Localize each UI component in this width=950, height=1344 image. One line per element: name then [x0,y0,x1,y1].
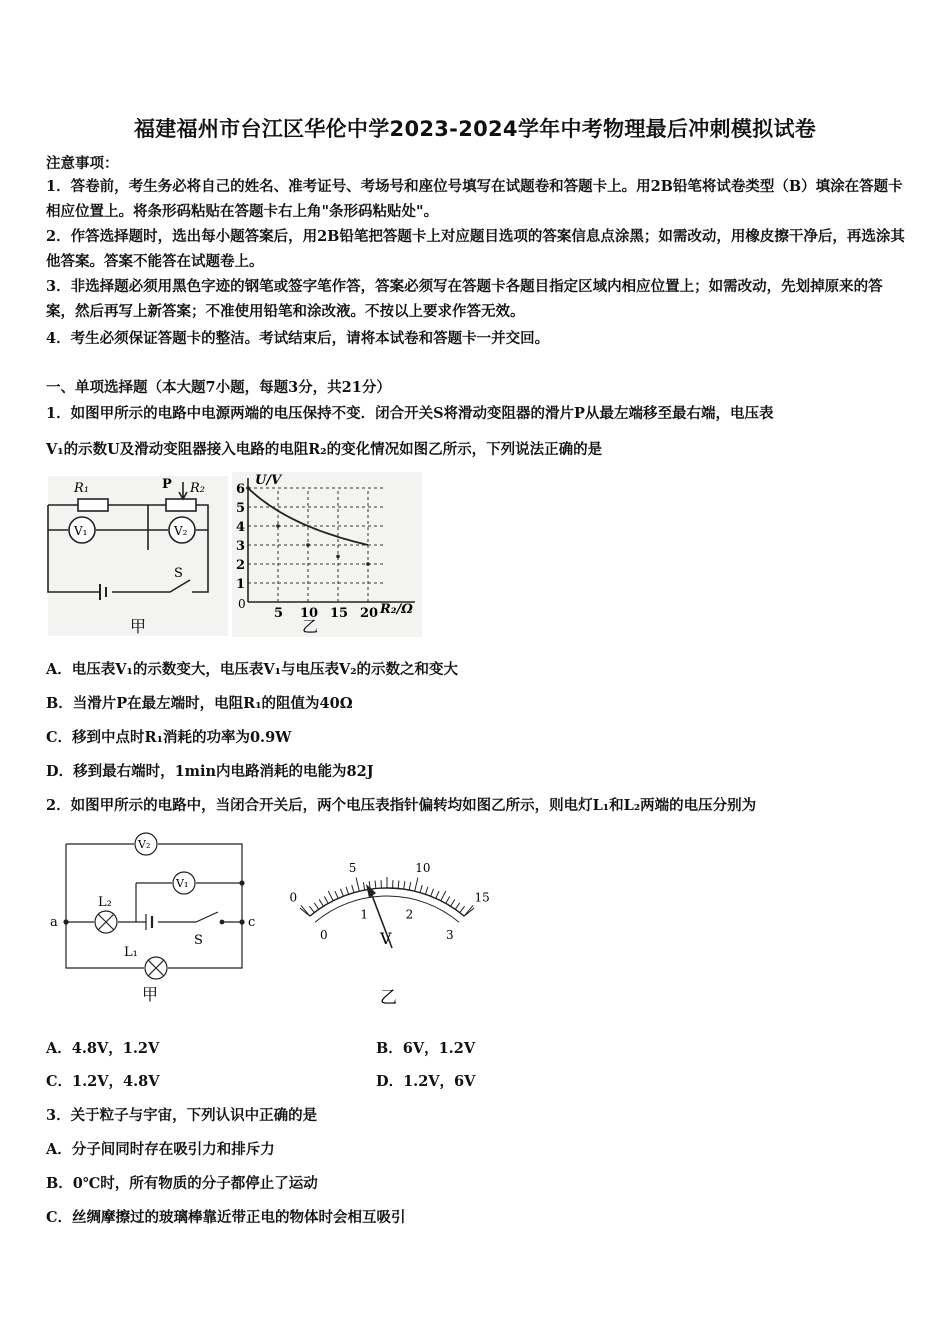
q1-ylabel: U/V [255,473,282,488]
q2-dial-tick [446,896,450,903]
q2-yi-label: 乙 [380,988,397,1008]
q2-dial-tick [451,899,455,906]
q2-inner-scale-label: 2 [405,907,414,922]
q2-dial-tick [340,889,343,896]
q2-option-b: B．6V，1.2V [376,1040,476,1057]
q2-dial-arc [310,888,464,916]
q1-option-c: C．移到中点时R₁消耗的功率为0.9W [46,729,292,746]
q1-ytick-label: 2 [236,558,246,573]
q2-dial-tick [404,881,405,889]
q1-origin: 0 [238,597,246,611]
q2-dial-tick [324,896,328,903]
q2-dial-tick [356,878,359,892]
q2-stem: 2．如图甲所示的电路中，当闭合开关后，两个电压表指针偏转均如图乙所示，则电灯L₁和L₂两端的电压分别为 [46,797,757,814]
q2-outer-scale-label: 15 [474,890,490,905]
q2-dial-end-right [464,908,474,916]
q1-p-label: P [162,477,172,492]
q1-data-point [336,555,340,559]
q2-dial-end-left [300,908,310,916]
q1-graph [230,470,425,640]
q2-option-a: A．4.8V，1.2V [46,1040,160,1057]
q1-xtick-label: 5 [274,606,284,621]
q2-inner-scale-label: 1 [360,907,369,922]
q2-dial-tick [314,903,319,910]
q2-inner-scale-label: 0 [320,927,328,942]
q1-data-point [306,543,310,547]
q1-option-b: B．当滑片P在最左端时，电阻R₁的阻值为40Ω [46,695,353,712]
q1-ytick-label: 5 [236,501,246,516]
q2-v-label: V [380,929,392,948]
notice-item-1: 1．答卷前，考生务必将自己的姓名、准考证号、考场号和座位号填写在试题卷和答题卡上。用2B铅笔将试卷类型（B）填涂在答题卡相应位置上。将条形码粘贴在答题卡右上角"条形码粘贴处"。 [46,178,903,220]
q2-dial-tick [346,887,349,895]
q2-option-d: D．1.2V，6V [376,1073,476,1090]
q2-dial-tick [309,906,314,912]
q1-stem-line1: 1．如图甲所示的电路中电源两端的电压保持不变．闭合开关S将滑动变阻器的滑片P从最左端移至最右端，电压表 [46,405,774,422]
q1-ytick-label: 1 [236,577,246,592]
q2-dial-tick [420,885,422,893]
q2-v2-label: V₂ [138,838,151,851]
q1-ytick-label: 3 [236,539,246,554]
section-heading: 一、单项选择题（本大题7小题，每题3分，共21分） [46,379,391,396]
q1-circuit-figure [40,470,230,640]
q1-s-label: S [174,566,183,581]
q2-dial-tick [352,885,354,893]
q3-option-b: B．0℃时，所有物质的分子都停止了运动 [46,1175,318,1192]
q1-xtick-label: 20 [360,606,379,621]
q2-dial-tick [363,882,364,890]
q2-dial-tick [319,899,323,906]
q1-option-a: A．电压表V₁的示数变大，电压表V₁与电压表V₂的示数之和变大 [46,661,459,678]
q1-xlabel: R₂/Ω [380,602,413,617]
q1-option-d: D．移到最右端时，1min内电路消耗的电能为82J [46,763,374,780]
q2-a-label: a [50,915,58,930]
q2-c-label: c [248,915,256,930]
q2-circuit-figure [46,828,261,1008]
q2-dial-tick [460,906,465,912]
q1-stem-line2: V₁的示数U及滑动变阻器接入电路的电阻R₂的变化情况如图乙所示，下列说法正确的是 [46,441,603,458]
notice-heading: 注意事项： [46,155,119,172]
q1-ytick-label: 4 [236,520,246,535]
q1-jia-label: 甲 [130,617,147,636]
q1-data-point [276,524,280,528]
q2-dial-tick [398,881,399,889]
q2-jia-label: 甲 [142,985,159,1004]
q3-option-a: A．分子间同时存在吸引力和排斥力 [46,1141,275,1158]
q2-l2-label: L₂ [98,895,112,910]
q2-dial-tick [375,881,376,889]
q2-outer-scale-label: 5 [348,860,357,875]
q2-dial-tick [441,891,446,901]
q2-dial-tick [328,891,333,901]
q2-dial-inner-arc [315,896,459,922]
q1-xtick-label: 15 [330,606,349,621]
q2-l1-label: L₁ [124,945,138,960]
q1-r1-label: R₁ [74,481,89,496]
q1-v2-label: V₂ [174,524,188,538]
q1-xtick-label: 10 [300,606,319,621]
q2-dial-tick [335,891,338,898]
notice-item-2: 2．作答选择题时，选出每小题答案后，用2B铅笔把答题卡上对应题目选项的答案信息点涂黑；如需改动，用橡皮擦干净后，再选涂其他答案。答案不能答在试题卷上。 [46,228,905,270]
page-title: 福建福州市台江区华伦中学2023-2024学年中考物理最后冲刺模拟试卷 [133,117,817,141]
q1-yi-label: 乙 [302,617,319,636]
q2-voltmeter-dial [262,838,512,1013]
notice-item-3: 3．非选择题必须用黑色字迹的钢笔或签字笔作答，答案必须写在答题卡各题目指定区域内相应位置上；如需改动，先划掉原来的答案，然后再写上新答案；不准使用铅笔和涂改液。不按以上要求作答无效。 [46,278,883,320]
q3-stem: 3．关于粒子与宇宙，下列认识中正确的是 [46,1107,318,1124]
q2-dial-tick [436,891,439,898]
notice-item-4: 4．考生必须保证答题卡的整洁。考试结束后，请将本试卷和答题卡一并交回。 [46,330,550,347]
q2-needle-tip [366,884,376,898]
q2-inner-scale-label: 3 [445,927,454,942]
q3-option-c: C．丝绸摩擦过的玻璃棒靠近带正电的物体时会相互吸引 [46,1209,406,1226]
q2-outer-scale-label: 10 [415,860,431,875]
q2-outer-scale-label: 0 [289,890,298,905]
q2-dial-tick [409,882,410,890]
q1-data-point [366,562,370,566]
q2-v1-label: V₁ [176,877,189,890]
q1-ytick-label: 6 [236,482,246,497]
q2-dial-tick [415,878,418,892]
q2-option-c: C．1.2V，4.8V [46,1073,160,1090]
q1-v1-label: V₁ [74,524,88,538]
q2-s-label: S [194,933,203,948]
q2-dial-tick [455,903,460,910]
q1-data-point [246,486,250,490]
q1-r2-label: R₂ [190,481,205,496]
q2-dial-tick [425,887,428,895]
q2-dial-tick [431,889,434,896]
